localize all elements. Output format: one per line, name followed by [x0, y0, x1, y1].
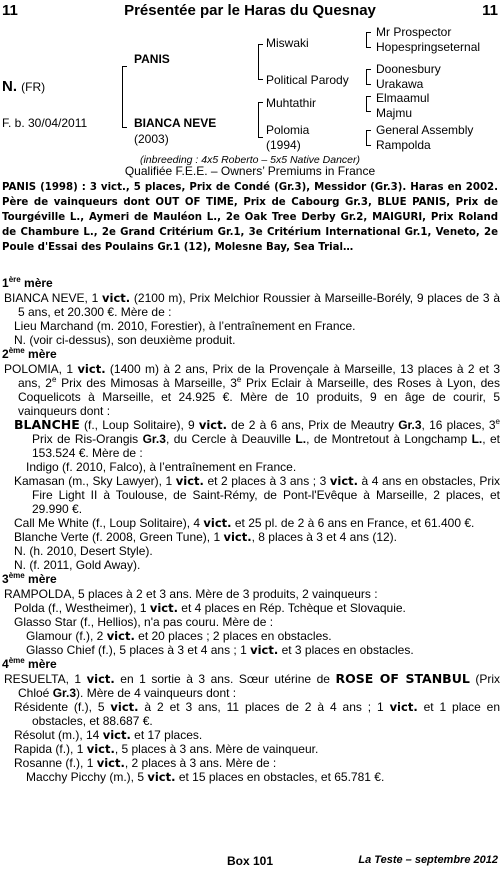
produce-glasso-chief: Glasso Chief (f.), 5 places à 3 et 4 ans ; 1 vict. et 3 places en obstacles. [26, 643, 414, 657]
bracket-gen1 [122, 66, 127, 128]
produce-call-me-white: Call Me White (f., Loup Solitaire), 4 vict. et 25 pl. de 2 à 6 ans en France, et 61.400 €. [14, 516, 475, 530]
gen3-7: General Assembly [376, 123, 474, 137]
produce-glamour: Glamour (f.), 2 vict. et 20 places ; 2 places en obstacles. [26, 629, 332, 643]
heading-second-dam: 2ème mère [2, 346, 57, 361]
gen3-3: Doonesbury [376, 62, 441, 76]
second-dam-text: POLOMIA, 1 vict. (1400 m) à 2 ans, Prix de la Provençale à Marseille, 13 places à 2 et 3 ans, 2e Prix des Mimosas à Marseille, 3e Prix Eclair à Marseille, des Roses à Lyon, des Coquelicots à Marseille, et 24.925 €. Mère de 10 produits, 9 en âge de courir, 5 vainqueurs dont : [4, 362, 500, 418]
produce-glasso-star: Glasso Star (f., Hellios), n'a pas couru. Mère de : [14, 615, 274, 629]
gen3-8: Rampolda [376, 138, 431, 152]
sale-location: La Teste – septembre 2012 [358, 854, 498, 866]
page-header [0, 2, 500, 20]
bracket-dam [258, 102, 263, 138]
dam-sire: Muhtathir [266, 96, 317, 110]
gen3-2: Hopespringseternal [376, 40, 481, 54]
bracket-sire [258, 44, 263, 80]
produce-blanche-verte: Blanche Verte (f. 2008, Green Tune), 1 vict., 8 places à 3 et 4 ans (12). [14, 530, 398, 544]
sire-name: PANIS [134, 52, 170, 66]
heading-third-dam: 3ème mère [2, 571, 57, 586]
horse-name: N. (FR) [2, 78, 46, 95]
dam-dam: Polomia [266, 123, 310, 137]
fourth-dam-text: RESUELTA, 1 vict. en 1 sortie à 3 ans. Sœur utérine de ROSE OF STANBUL (Prix Chloé Gr.3). Mère de 4 vainqueurs dont : [4, 671, 500, 700]
female-line [0, 276, 500, 784]
dam-name: BIANCA NEVE [134, 116, 217, 130]
heading-first-dam: 1ère mère [2, 275, 53, 290]
gen3-1: Mr Prospector [376, 25, 452, 39]
produce-kamasan: Kamasan (m., Sky Lawyer), 1 vict. et 2 places à 3 ans ; 3 vict. à 4 ans en obstacles, Prix Fire Light II à Toulouse, de Saint-Rémy, de Pont-l'Evêque à Marseille, 2 places, et 29.990 €. [14, 474, 500, 516]
produce-2: N. (voir ci-dessus), son deuxième produit. [14, 333, 236, 347]
third-dam-text: RAMPOLDA, 5 places à 2 et 3 ans. Mère de 3 produits, 2 vainqueurs : [4, 587, 378, 601]
produce-macchy-picchy: Macchy Picchy (m.), 5 vict. et 15 places en obstacles, et 65.781 €. [26, 770, 385, 784]
inbreeding: (inbreeding : 4x5 Roberto – 5x5 Native Dancer) [139, 154, 361, 166]
gen3-5: Elmaamul [376, 91, 430, 105]
bracket-g3-1 [366, 32, 371, 48]
sire-sire: Miswaki [266, 36, 309, 50]
pedigree [0, 25, 500, 166]
produce-n-2011: N. (f. 2011, Gold Away). [14, 558, 141, 572]
page-footer [0, 854, 500, 870]
produce-rosanne: Rosanne (f.), 1 vict., 2 places à 3 ans. Mère de : [14, 756, 277, 770]
box-number: Box 101 [226, 854, 274, 868]
bracket-g3-4 [366, 130, 371, 146]
produce-indigo: Indigo (f. 2010, Falco), à l’entraînement en France. [26, 460, 297, 474]
gen3-6: Majmu [376, 106, 413, 120]
lot-number-right: 11 [482, 2, 498, 19]
produce-blanche: BLANCHE (f., Loup Solitaire), 9 vict. de 2 à 6 ans, Prix de Meautry Gr.3, 16 places, 3e Prix de Ris-Orangis Gr.3, du Cercle à Deauville L., de Montretout à Longchamp L., et 153.524 €. Mère de : [14, 417, 500, 460]
page-title: Présentée par le Haras du Quesnay [124, 2, 376, 19]
sire-dam: Political Parody [266, 73, 349, 87]
produce-residente: Résidente (f.), 5 vict. à 2 et 3 ans, 11 places de 2 à 4 ans ; 1 vict. et 1 place en obstacles, et 88.687 €. [14, 700, 500, 728]
gen3-4: Urakawa [376, 77, 424, 91]
lot-number-left: 11 [2, 2, 18, 19]
horse-info: F. b. 30/04/2011 [2, 116, 88, 130]
heading-fourth-dam: 4ème mère [2, 656, 57, 671]
first-dam-text: BIANCA NEVE, 1 vict. (2100 m), Prix Melchior Roussier à Marseille-Borély, 9 places de 3 à 5 ans, et 20.300 €. Mère de : [4, 291, 500, 319]
dam-year: (2003) [134, 132, 169, 146]
produce-resolut: Résolut (m.), 14 vict. et 17 places. [14, 728, 203, 742]
produce-n-2010: N. (h. 2010, Desert Style). [14, 544, 153, 558]
sire-summary: PANIS (1998) : 3 vict., 5 places, Prix de Condé (Gr.3), Messidor (Gr.3). Haras en 2002. Père de vainqueurs dont OUT OF TIME, Prix de Cabourg Gr.3, BLUE PANIS, Prix de Tourgéville L., Aymeri de Mauléon L., 2e Oak Tree Derby Gr.2, MAIGURI, Prix Roland de Chambure L., 2e Grand Critérium Gr.1, 3e Critérium International Gr.1, Veneto, 2e Poule d'Essai des Poulains Gr.1 (12), Molesne Bay, Sea Trial… [2, 182, 498, 253]
produce-polda: Polda (f., Westheimer), 1 vict. et 4 places en Rép. Tchèque et Slovaquie. [14, 601, 406, 615]
horse-country: (FR) [21, 80, 46, 94]
produce-1: Lieu Marchand (m. 2010, Forestier), à l’entraînement en France. [14, 319, 356, 333]
dam-dam-year: (1994) [266, 138, 301, 152]
produce-rapida: Rapida (f.), 1 vict., 5 places à 3 ans. Mère de vainqueur. [14, 742, 319, 756]
bracket-g3-3 [366, 96, 371, 112]
bracket-g3-2 [366, 69, 371, 85]
qualification: Qualifiée F.E.E. – Owners’ Premiums in France [124, 164, 376, 178]
